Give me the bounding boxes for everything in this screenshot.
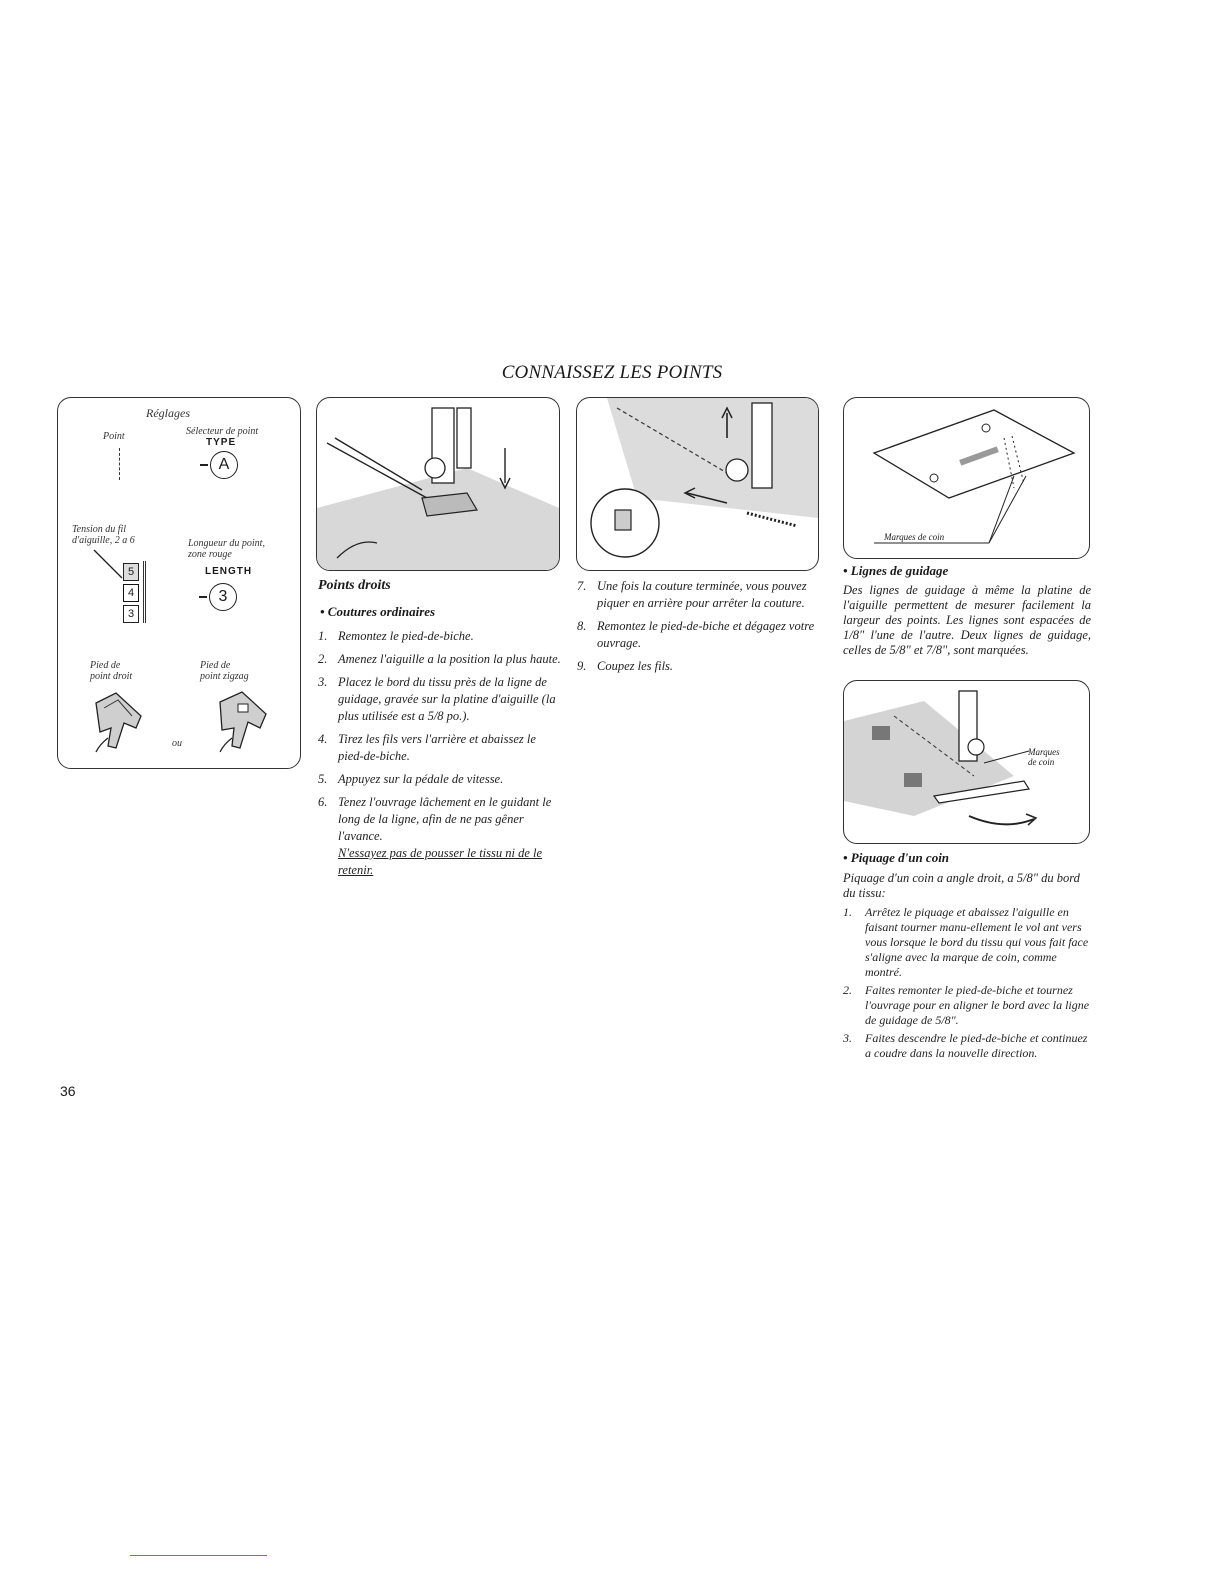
zigzag-foot-illustration [208, 688, 278, 758]
or-label: ou [172, 738, 182, 749]
guide-lines-section [843, 563, 1091, 658]
list-item: 2. Faites remonter le pied-de-biche et tournez l'ouvrage pour en aligner le bord avec la ligne de guidage de 5/8". [843, 983, 1090, 1027]
list-item: 1. Remontez le pied-de-biche. [318, 629, 474, 643]
backstitch-section [577, 578, 821, 681]
list-item: 8. Remontez le pied-de-biche et dégagez votre ouvrage. [577, 619, 815, 650]
straight-stitch-figure [316, 397, 560, 571]
length-label-2: zone rouge [188, 549, 232, 560]
backstitch-figure [576, 397, 819, 571]
foot-zigzag-label-2: point zigzag [200, 671, 249, 682]
list-item: 4. Tirez les fils vers l'arrière et abaissez le pied-de-biche. [318, 732, 536, 763]
backstitch-steps [577, 578, 821, 675]
foot-zigzag-label-1: Pied de [200, 660, 231, 671]
ordinary-seams-heading: • Coutures ordinaires [320, 604, 436, 619]
point-label: Point [103, 431, 125, 442]
tension-label-2: d'aiguille, 2 a 6 [72, 535, 135, 546]
tension-dial [121, 561, 146, 623]
type-pointer [200, 464, 208, 466]
settings-heading: Réglages [146, 406, 190, 420]
tension-dial-5: 5 [123, 563, 139, 581]
corner-marks-label-2: de coin [1028, 757, 1055, 767]
corner-sewing-steps [843, 905, 1091, 1061]
needle-plate-illustration [844, 398, 1089, 558]
straight-foot-illustration [86, 688, 156, 758]
corner-marks-label-1: Marques [1028, 747, 1060, 757]
tension-label-1: Tension du fil [72, 524, 127, 535]
selector-label: Sélecteur de point [186, 426, 259, 437]
corner-sewing-section [843, 850, 1091, 1064]
corner-sewing-figure [843, 680, 1090, 844]
tension-dial-3: 3 [123, 605, 139, 623]
list-item: 5. Appuyez sur la pédale de vitesse. [318, 772, 504, 786]
straight-stitch-heading: Points droits [318, 578, 391, 593]
guide-lines-text: Des lignes de guidage à même la platine de l'aiguille permettent de mesurer facilement la largeur des points. Les lignes sont espacées de 1/8" l'une de l'autre. Deux lignes de guidage, celles de 5/8" et 7/8", sont marquées. [843, 583, 1091, 657]
foot-straight-label-2: point droit [90, 671, 133, 682]
list-item: 7. Une fois la couture terminée, vous pouvez piquer en arrière pour arrêter la couture. [577, 579, 807, 610]
needle-plate-figure [843, 397, 1090, 559]
length-label-1: Longueur du point, [188, 538, 265, 549]
corner-sewing-heading: • Piquage d'un coin [843, 850, 950, 865]
straight-stitch-section [318, 578, 562, 885]
corner-sewing-intro: Piquage d'un coin a angle droit, a 5/8" du bord du tissu: [843, 871, 1080, 900]
footer-line [130, 1555, 267, 1556]
tension-dial-4: 4 [123, 584, 139, 602]
type-selector-dial: A [210, 451, 238, 479]
list-item: 1. Arrêtez le piquage et abaissez l'aiguille en faisant tourner manu-ellement le vol ant vers vous lorsque le bord du tissu qui vous fait face s'aligne avec la marque de coin, comme montré. [843, 905, 1089, 979]
page-title: CONNAISSEZ LES POINTS [501, 362, 723, 383]
straight-stitch-illustration [317, 398, 559, 570]
list-item: 3. Placez le bord du tissu près de la ligne de guidage, gravée sur la platine d'aiguille (la plus utilisée est a 5/8 po.). [318, 675, 556, 723]
list-item: 9. Coupez les fils. [577, 659, 674, 673]
length-label: LENGTH [205, 566, 253, 577]
list-item: 6. Tenez l'ouvrage lâchement en le guidant le long de la ligne, afin de ne pas gêner l'avance. N'essayez pas de pousser le tissu ni de le retenir. [318, 794, 562, 879]
point-indicator-line [119, 448, 120, 480]
backstitch-illustration [577, 398, 818, 570]
settings-panel [57, 397, 301, 769]
page-number: 36 [60, 1083, 76, 1099]
list-item: 2. Amenez l'aiguille a la position la plus haute. [318, 652, 561, 666]
length-pointer [199, 596, 207, 598]
type-label: TYPE [206, 437, 237, 448]
guide-lines-heading: • Lignes de guidage [843, 563, 949, 578]
straight-stitch-steps [318, 628, 562, 879]
list-item: 3. Faites descendre le pied-de-biche et continuez a coudre dans la nouvelle direction. [843, 1031, 1088, 1060]
corner-marks-label: Marques de coin [884, 532, 945, 542]
warning-text: N'essayez pas de pousser le tissu ni de le retenir. [338, 846, 543, 877]
foot-straight-label-1: Pied de [90, 660, 121, 671]
length-dial: 3 [209, 583, 237, 611]
